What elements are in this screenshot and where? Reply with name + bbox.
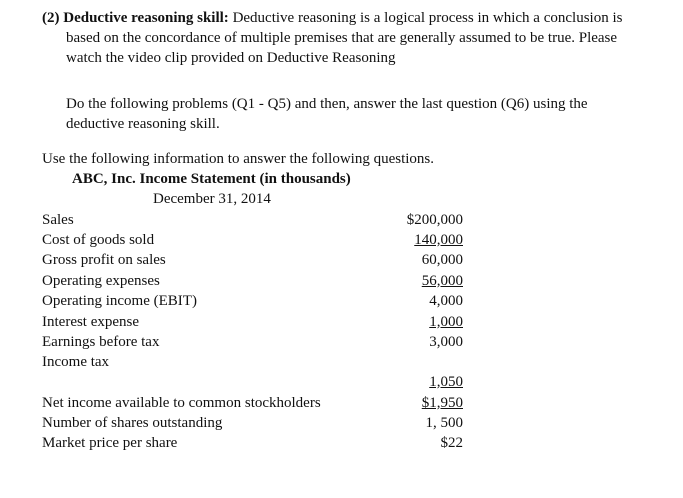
row-value-income-tax: 1,050: [429, 374, 463, 390]
section-heading: (2) Deductive reasoning skill:: [42, 10, 229, 26]
row-value-gross-profit: 60,000: [421, 252, 463, 268]
row-label-market-price: Market price per share: [42, 435, 178, 451]
instruction-paragraph: [66, 94, 666, 134]
row-value-operating-expenses: 56,000: [421, 273, 463, 289]
definition-line-1: Deductive reasoning is a logical process in which a conclusion is: [228, 10, 623, 26]
definition-line-2: based on the concordance of multiple premises that are generally assumed to be true. Please: [66, 30, 618, 46]
row-label-cogs: Cost of goods sold: [42, 232, 155, 248]
row-value-cogs: 140,000: [414, 232, 463, 248]
section-paragraph: [42, 8, 672, 68]
row-value-interest-expense: 1,000: [429, 314, 463, 330]
row-label-sales: Sales: [42, 212, 74, 228]
row-value-ebt: 3,000: [429, 334, 463, 350]
instruction-line-1: Do the following problems (Q1 - Q5) and then, answer the last question (Q6) using the: [66, 96, 588, 112]
row-value-net-income: $1,950: [421, 395, 463, 411]
row-label-operating-expenses: Operating expenses: [42, 273, 160, 289]
row-value-market-price: $22: [440, 435, 463, 451]
row-value-shares-outstanding: 1, 500: [425, 415, 463, 431]
statement-date: December 31, 2014: [153, 191, 271, 207]
row-value-sales: $200,000: [406, 212, 463, 228]
row-label-income-tax: Income tax: [42, 354, 110, 370]
instruction-line-2: deductive reasoning skill.: [66, 116, 220, 132]
statement-title: ABC, Inc. Income Statement (in thousands): [72, 171, 351, 187]
row-label-net-income: Net income available to common stockholders: [42, 395, 321, 411]
row-label-gross-profit: Gross profit on sales: [42, 252, 166, 268]
row-label-ebt: Earnings before tax: [42, 334, 160, 350]
intro-text: Use the following information to answer the following questions.: [42, 151, 435, 167]
row-value-ebit: 4,000: [429, 293, 463, 309]
row-label-ebit: Operating income (EBIT): [42, 293, 197, 309]
definition-line-3: watch the video clip provided on Deductive Reasoning: [66, 50, 396, 66]
row-label-interest-expense: Interest expense: [42, 314, 140, 330]
row-label-shares-outstanding: Number of shares outstanding: [42, 415, 223, 431]
